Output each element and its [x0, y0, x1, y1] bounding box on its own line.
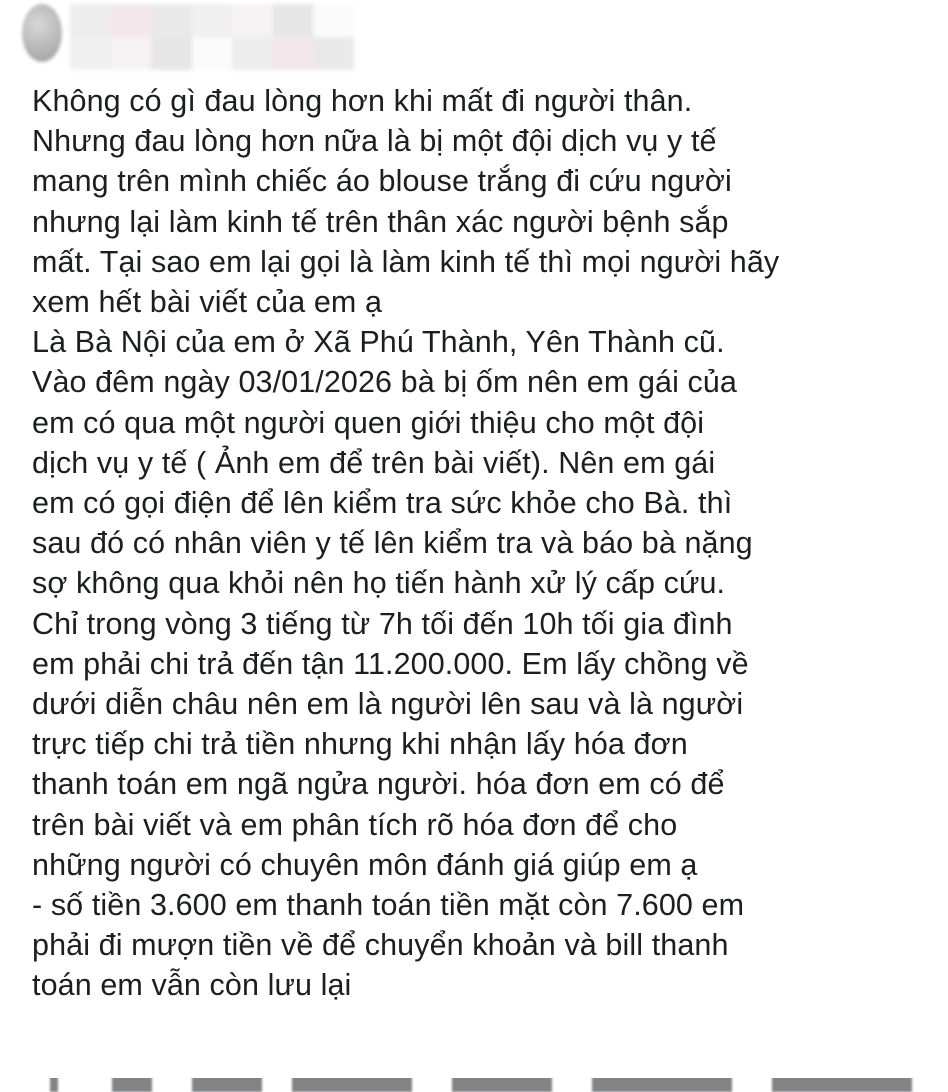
post-line: em có gọi điện để lên kiểm tra sức khỏe cho Bà. thì	[32, 486, 733, 521]
post-line: em có qua một người quen giới thiệu cho một đội	[32, 405, 705, 440]
blur-tile	[232, 37, 273, 70]
post-line: Không có gì đau lòng hơn khi mất đi người thân.	[32, 84, 693, 118]
blur-tile	[70, 37, 111, 70]
blur-tile	[232, 4, 273, 37]
blur-tile	[192, 37, 233, 70]
post-line: Vào đêm ngày 03/01/2026 bà bị ốm nên em gái của	[32, 365, 737, 400]
blur-tile	[192, 4, 233, 37]
post-line: trực tiếp chi trả tiền nhưng khi nhận lấy hóa đơn	[32, 727, 688, 762]
post-line: Là Bà Nội của em ở Xã Phú Thành, Yên Thành cũ.	[32, 325, 725, 360]
post-line: những người có chuyên môn đánh giá giúp em ạ	[32, 847, 698, 882]
blur-tile	[70, 4, 111, 37]
post-line: Chỉ trong vòng 3 tiếng từ 7h tối đến 10h tối gia đình	[32, 606, 733, 641]
blur-tile	[111, 4, 152, 37]
blur-tile	[313, 4, 354, 37]
profile-avatar-icon[interactable]	[22, 4, 62, 62]
post-line: Nhưng đau lòng hơn nữa là bị một đội dịch vụ y tế	[32, 124, 717, 159]
post-line: nhưng lại làm kinh tế trên thân xác người bệnh sắp	[32, 204, 729, 239]
post-line: em phải chi trả đến tận 11.200.000. Em lấy chồng về	[32, 646, 749, 681]
blur-tile	[151, 37, 192, 70]
post-line: sau đó có nhân viên y tế lên kiểm tra và báo bà nặng	[32, 526, 753, 561]
blur-tile	[313, 37, 354, 70]
post-header	[0, 0, 948, 70]
post-line: mất. Tại sao em lại gọi là làm kinh tế thì mọi người hãy	[32, 244, 780, 279]
blurred-author-name[interactable]	[70, 4, 354, 70]
blur-tile	[273, 37, 314, 70]
post-line: mang trên mình chiếc áo blouse trắng đi cứu người	[32, 164, 732, 199]
post-line: trên bài viết và em phân tích rõ hóa đơn để cho	[32, 807, 678, 842]
post-line: toán em vẫn còn lưu lại	[32, 968, 352, 1003]
blur-tile	[111, 37, 152, 70]
post-line: dưới diễn châu nên em là người lên sau và là người	[32, 687, 744, 722]
blur-tile	[151, 4, 192, 37]
post-line: sợ không qua khỏi nên họ tiến hành xử lý cấp cứu.	[32, 566, 726, 601]
post-line: - số tiền 3.600 em thanh toán tiền mặt còn 7.600 em	[32, 888, 745, 923]
post-line: xem hết bài viết của em ạ	[32, 285, 383, 320]
cut-off-text-fragment	[32, 1078, 932, 1092]
post-text	[32, 81, 932, 1006]
blur-tile	[273, 4, 314, 37]
post-line: thanh toán em ngã ngửa người. hóa đơn em có để	[32, 767, 725, 802]
post-line: phải đi mượn tiền về để chuyển khoản và bill thanh	[32, 928, 729, 963]
post-line: dịch vụ y tế ( Ảnh em để trên bài viết). Nên em gái	[32, 445, 716, 480]
cut-off-next-line	[32, 1078, 932, 1092]
